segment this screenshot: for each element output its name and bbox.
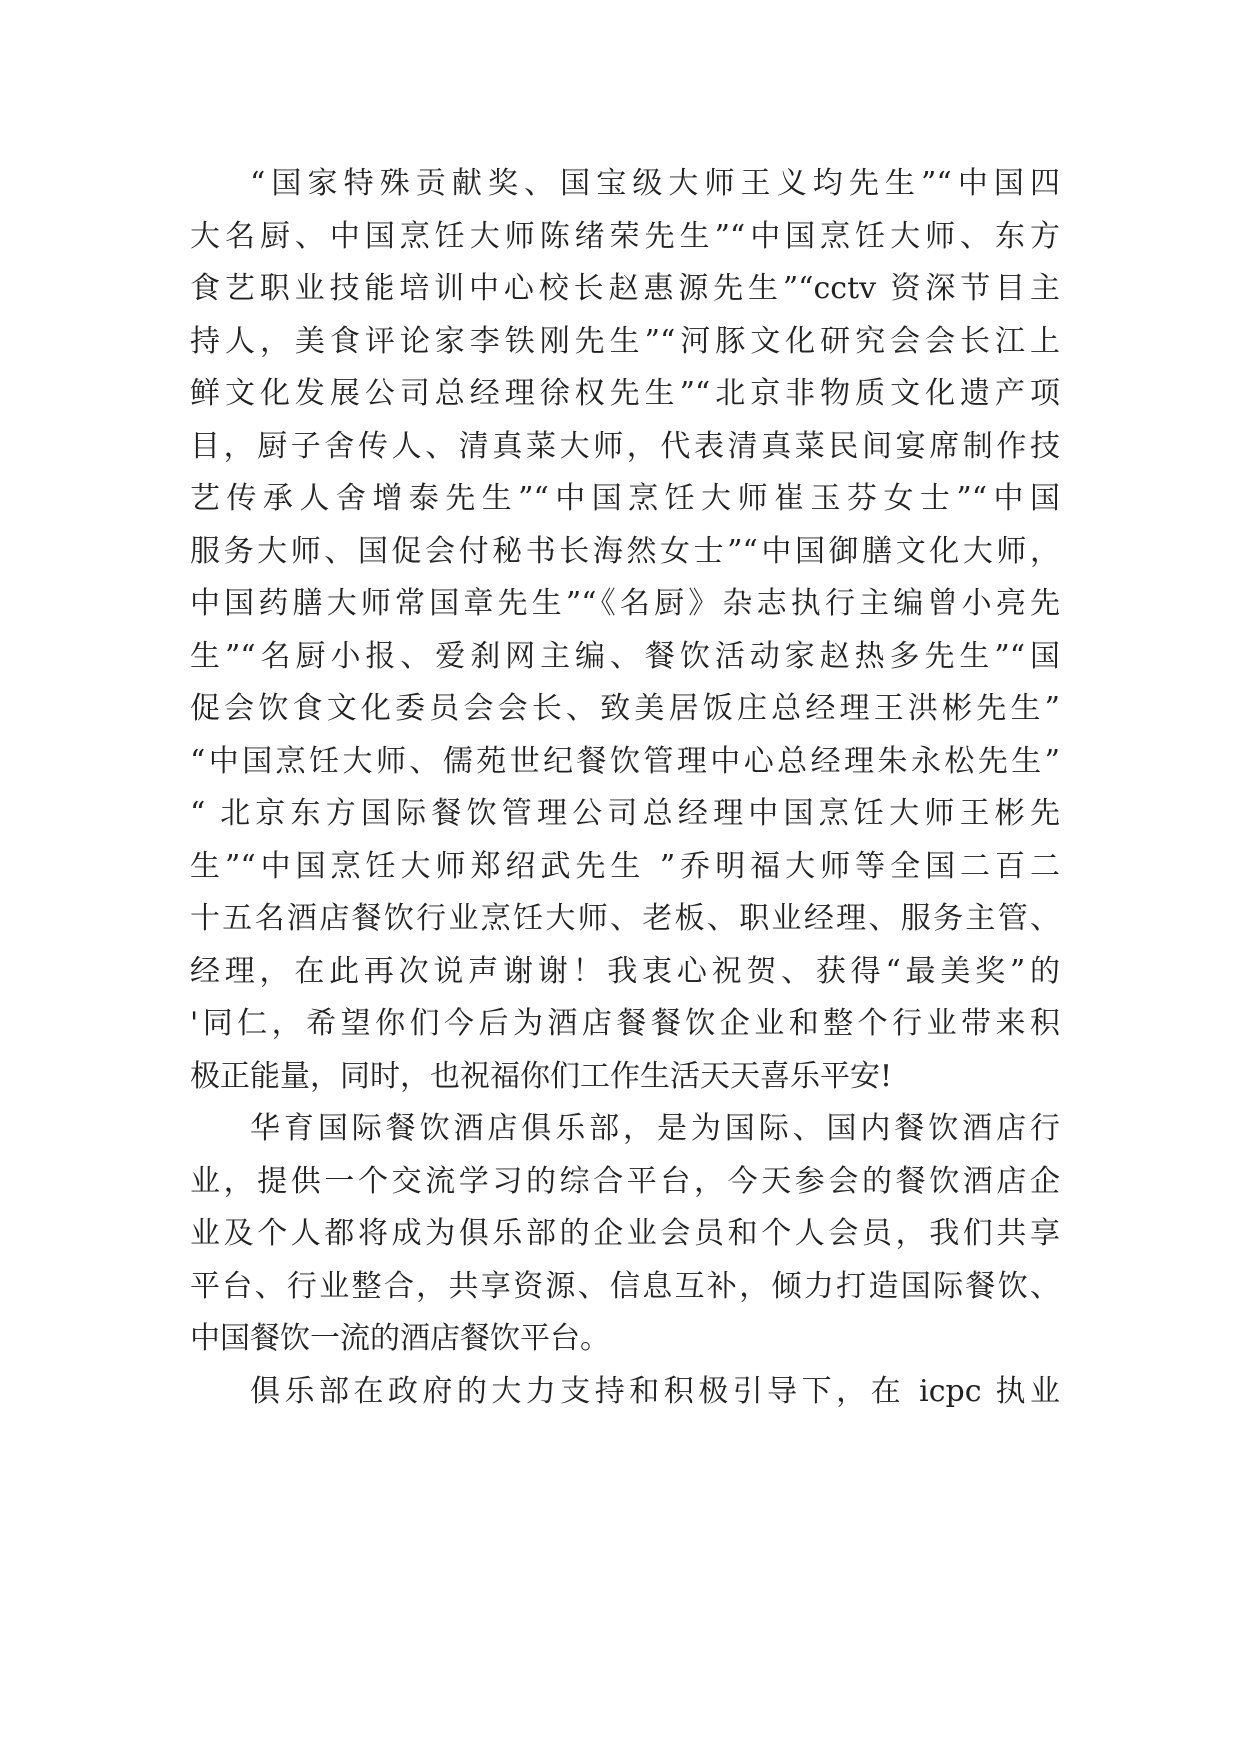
text-line: 食艺职业技能培训中心校长赵惠源先生”“cctv 资深节目主 bbox=[190, 271, 1060, 306]
text-line: 十五名酒店餐饮行业烹饪大师、老板、职业经理、服务主管、 bbox=[190, 901, 1060, 936]
text-line: 促会饮食文化委员会会长、致美居饭庄总经理王洪彬先生” bbox=[190, 691, 1060, 726]
text-line: “ 北京东方国际餐饮管理公司总经理中国烹饪大师王彬先 bbox=[190, 796, 1060, 831]
text-line: 服务大师、国促会付秘书长海然女士”“中国御膳文化大师， bbox=[190, 533, 1060, 569]
text-line: “中国烹饪大师、儒苑世纪餐饮管理中心总经理朱永松先生” bbox=[190, 743, 1060, 779]
text-line: 持人，美食评论家李铁刚先生”“河豚文化研究会会长江上 bbox=[190, 323, 1060, 359]
text-line: 艺传承人舍增泰先生”“中国烹饪大师崔玉芬女士”“中国 bbox=[190, 481, 1060, 516]
text-line: 中国餐饮一流的酒店餐饮平台。 bbox=[190, 1321, 610, 1356]
text-line: 极正能量，同时，也祝福你们工作生活天天喜乐平安! bbox=[190, 1058, 893, 1094]
text-line: 业，提供一个交流学习的综合平台，今天参会的餐饮酒店企 bbox=[190, 1163, 1060, 1199]
text-line: 目，厨子舍传人、清真菜大师，代表清真菜民间宴席制作技 bbox=[190, 428, 1060, 464]
text-line: 业及个人都将成为俱乐部的企业会员和个人会员，我们共享 bbox=[190, 1216, 1060, 1251]
text-line: 经理，在此再次说声谢谢！我衷心祝贺、获得“最美奖”的 bbox=[190, 953, 1060, 989]
text-line: '同仁，希望你们今后为酒店餐餐饮企业和整个行业带来积 bbox=[190, 1006, 1060, 1041]
text-line: 鲜文化发展公司总经理徐权先生”“北京非物质文化遗产项 bbox=[190, 376, 1060, 411]
text-line: 平台、行业整合，共享资源、信息互补，倾力打造国际餐饮、 bbox=[190, 1268, 1060, 1304]
text-line: 中国药膳大师常国章先生”“《名厨》杂志执行主编曾小亮先 bbox=[190, 586, 1060, 621]
text-line: “国家特殊贡献奖、国宝级大师王义均先生”“中国四 bbox=[250, 166, 1060, 201]
text-line: 生”“中国烹饪大师郑绍武先生 ”乔明福大师等全国二百二 bbox=[190, 848, 1060, 884]
body-text bbox=[190, 158, 1060, 1418]
text-line: 大名厨、中国烹饪大师陈绪荣先生”“中国烹饪大师、东方 bbox=[190, 218, 1060, 254]
text-line: 华育国际餐饮酒店俱乐部，是为国际、国内餐饮酒店行 bbox=[250, 1111, 1060, 1146]
text-line: 生”“名厨小报、爱刹网主编、餐饮活动家赵热多先生”“国 bbox=[190, 638, 1060, 674]
text-line: 俱乐部在政府的大力支持和积极引导下，在 icpc 执业 bbox=[250, 1373, 1060, 1409]
